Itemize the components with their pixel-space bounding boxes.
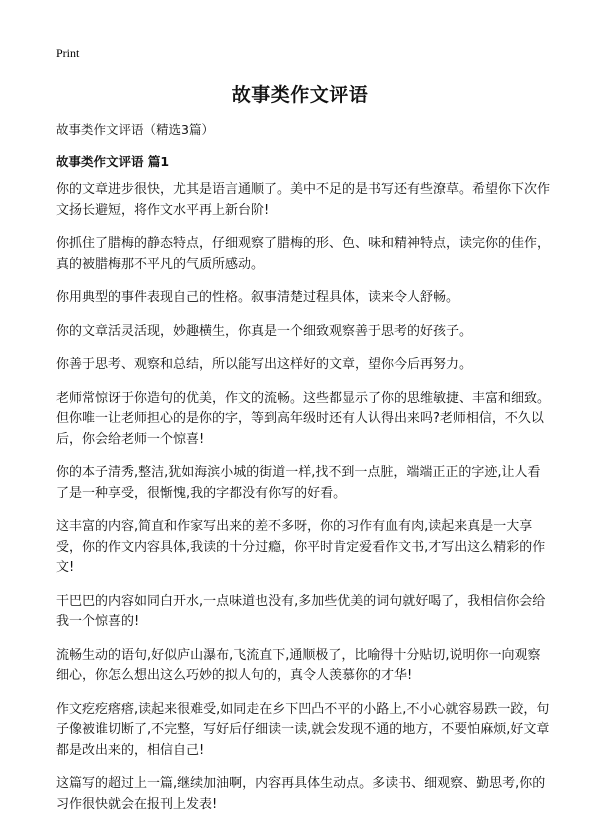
comment-paragraph: 作文疙疙瘩瘩,读起来很难受,如同走在乡下凹凸不平的小路上,不小心就容易跌一跤，句子像被谁切断了,不完整，写好后仔细读一读,就会发现不通的地方，不要怕麻烦,好文章都是改出来的，相信自己! — [56, 701, 550, 758]
comment-paragraph: 老师常惊讶于你造句的优美，作文的流畅。这些都显示了你的思维敏捷、丰富和细致。但你唯一让老师担心的是你的字，等到高年级时还有人认得出来吗?老师相信，不久以后，你会给老师一个惊喜! — [56, 390, 551, 447]
comment-paragraph: 干巴巴的内容如同白开水,一点味道也没有,多加些优美的词句就好喝了，我相信你会给我一个惊喜的! — [56, 593, 546, 629]
print-link[interactable]: Print — [56, 46, 80, 60]
document-subtitle: 故事类作文评语（精选3篇） — [56, 122, 214, 137]
comment-paragraph: 你的文章进步很快，尤其是语言通顺了。美中不足的是书写还有些潦草。希望你下次作文扬长避短，将作文水平再上新台阶! — [56, 182, 551, 218]
comment-paragraph: 这篇写的超过上一篇,继续加油啊，内容再具体生动点。多读书、细观察、勤思考,你的习作很快就会在报刊上发表! — [56, 776, 546, 812]
comment-paragraph: 你抓住了腊梅的静态特点，仔细观察了腊梅的形、色、味和精神特点，读完你的佳作，真的被腊梅那不平凡的气质所感动。 — [56, 236, 551, 272]
comment-paragraph: 流畅生动的语句,好似庐山瀑布,飞流直下,通顺极了，比喻得十分贴切,说明你一向观察细心，你怎么想出这么巧妙的拟人句的，真令人羡慕你的才华! — [56, 647, 541, 683]
page-title: 故事类作文评语 — [231, 84, 369, 106]
comment-paragraph: 你的本子清秀,整洁,犹如海滨小城的街道一样,找不到一点脏，端端正正的字迹,让人看了是一种享受，很惭愧,我的字都没有你写的好看。 — [56, 465, 541, 501]
section-heading: 故事类作文评语 篇1 — [56, 154, 170, 169]
comment-paragraph: 这丰富的内容,简直和作家写出来的差不多呀，你的习作有血有肉,读起来真是一大享受，你的作文内容具体,我读的十分过瘾，你平时肯定爱看作文书,才写出这么精彩的作文! — [56, 519, 546, 575]
comment-paragraph: 你善于思考、观察和总结，所以能写出这样好的文章，望你今后再努力。 — [56, 357, 473, 372]
comment-list — [56, 180, 550, 828]
comment-paragraph: 你用典型的事件表现自己的性格。叙事清楚过程具体，读来令人舒畅。 — [56, 290, 460, 305]
comment-paragraph: 你的文章活灵活现，妙趣横生，你真是一个细致观察善于思考的好孩子。 — [56, 323, 473, 339]
